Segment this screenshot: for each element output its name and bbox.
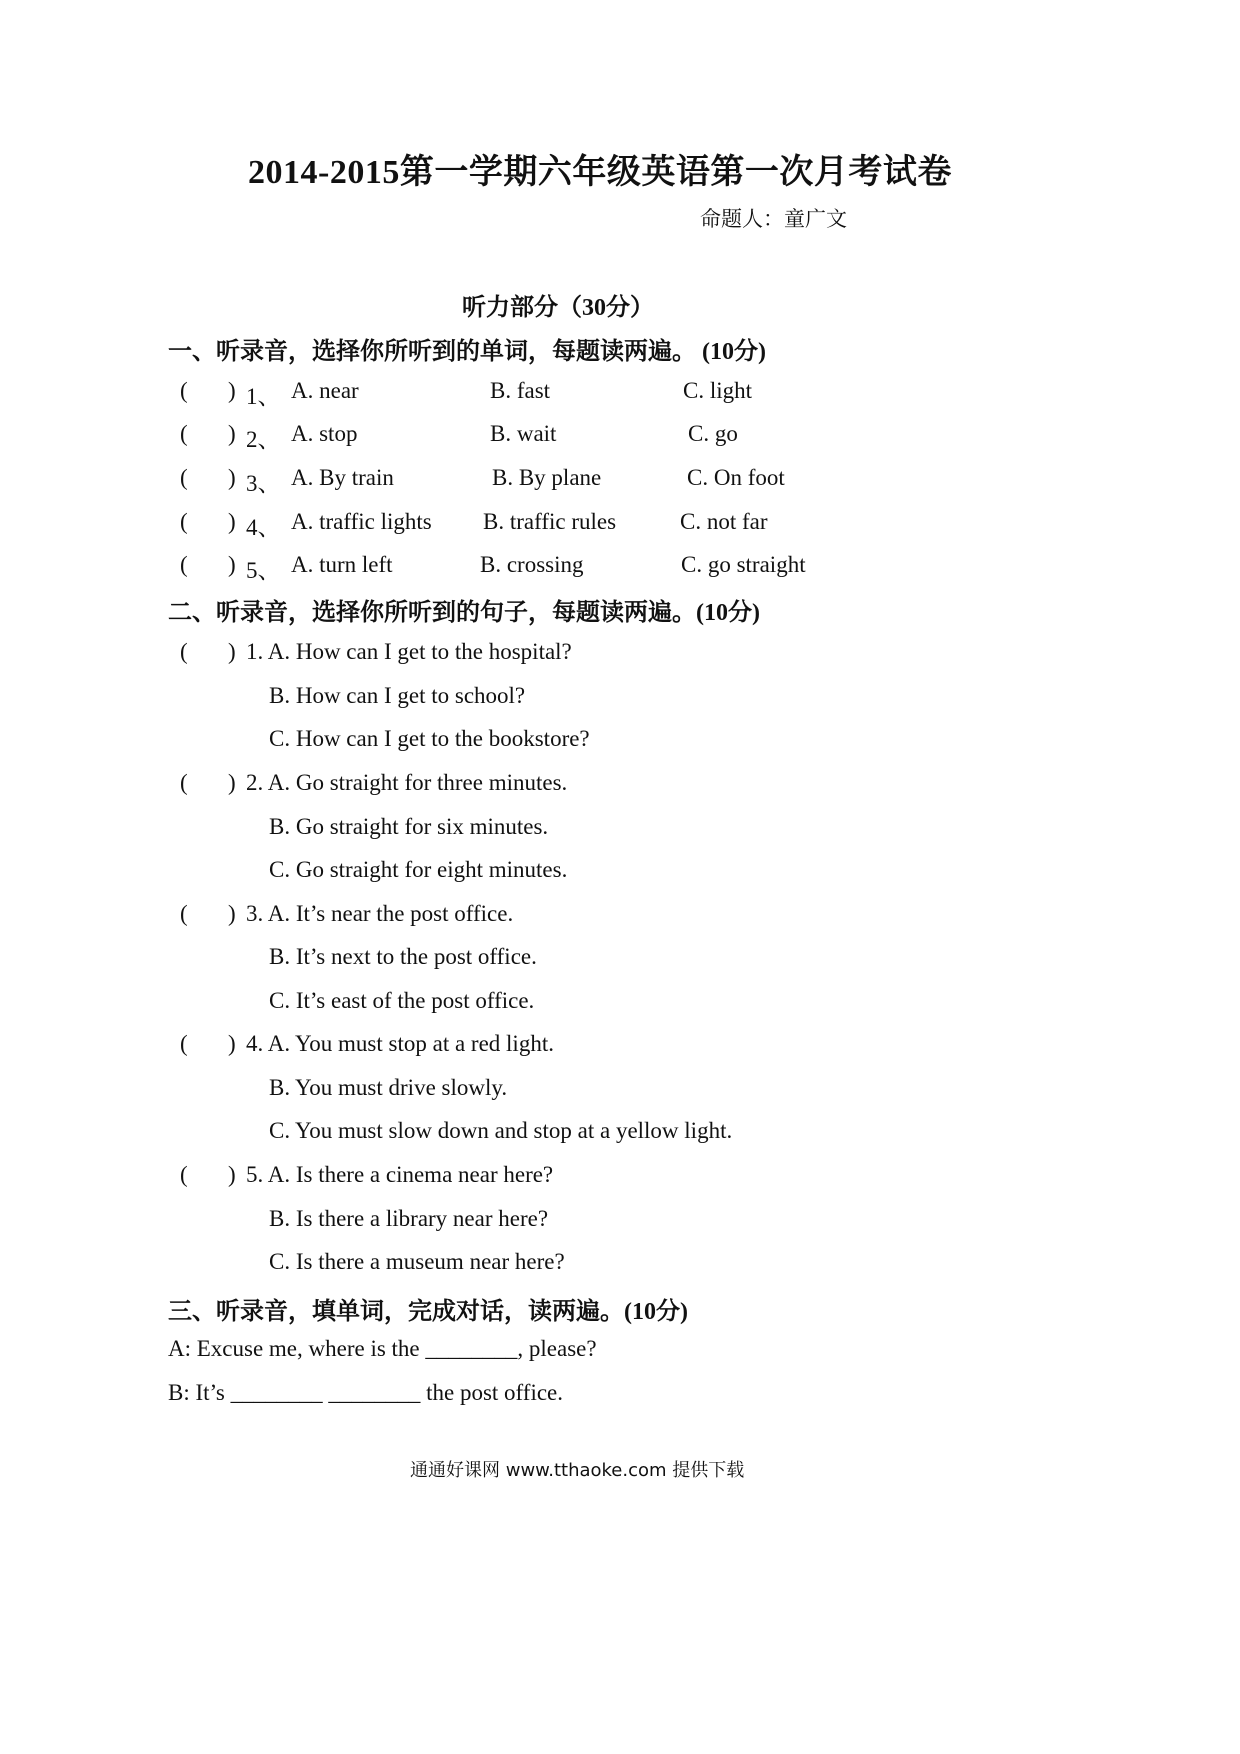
answer-bracket-open: ( — [180, 1162, 188, 1187]
answer-bracket-open: ( — [180, 378, 188, 403]
answer-bracket-close: ) — [228, 901, 236, 926]
dialogue-line-a: A: Excuse me, where is the ________, please? — [168, 1336, 597, 1361]
option-c: C. go straight — [681, 552, 806, 577]
option-a: 1. A. How can I get to the hospital? — [246, 639, 572, 664]
option-a: 2. A. Go straight for three minutes. — [246, 770, 568, 795]
option-c: C. It’s east of the post office. — [269, 988, 535, 1013]
option-b: B. You must drive slowly. — [269, 1075, 508, 1100]
option-c: C. On foot — [687, 465, 785, 490]
option-a: A. near — [291, 378, 359, 403]
option-c: C. Go straight for eight minutes. — [269, 857, 568, 882]
answer-bracket-close: ) — [228, 1031, 236, 1056]
option-b: B. wait — [490, 421, 557, 446]
option-b: B. traffic rules — [483, 509, 617, 534]
answer-bracket-open: ( — [180, 901, 188, 926]
option-a: A. turn left — [291, 552, 393, 577]
exam-title: 2014-2015第一学期六年级英语第一次月考试卷 — [248, 154, 952, 191]
answer-bracket-close: ) — [228, 509, 236, 534]
section2-heading: 二、听录音，选择你所听到的句子，每题读两遍。(10分) — [168, 600, 760, 626]
dialogue-line-b: B: It’s ________ ________ the post office. — [168, 1380, 564, 1405]
answer-bracket-close: ) — [228, 770, 236, 795]
option-a: 5. A. Is there a cinema near here? — [246, 1162, 554, 1187]
question-number: 3、 — [246, 471, 281, 496]
footer-credit: 通通好课网 www.tthaoke.com 提供下载 — [410, 1460, 745, 1481]
option-c: C. light — [683, 378, 753, 403]
question-number: 1、 — [246, 384, 281, 409]
option-a: A. By train — [291, 465, 394, 490]
answer-bracket-open: ( — [180, 1031, 188, 1056]
option-b: B. By plane — [492, 465, 602, 490]
answer-bracket-close: ) — [228, 465, 236, 490]
answer-bracket-open: ( — [180, 465, 188, 490]
answer-bracket-open: ( — [180, 552, 188, 577]
answer-bracket-close: ) — [228, 552, 236, 577]
option-a: 3. A. It’s near the post office. — [246, 901, 514, 926]
answer-bracket-close: ) — [228, 1162, 236, 1187]
option-b: B. crossing — [480, 552, 584, 577]
option-a: A. stop — [291, 421, 358, 446]
section1-heading: 一、听录音，选择你所听到的单词，每题读两遍。 (10分) — [168, 339, 766, 365]
option-b: B. fast — [490, 378, 551, 403]
author-line: 命题人：童广文 — [700, 207, 847, 231]
option-b: B. It’s next to the post office. — [269, 944, 537, 969]
option-b: B. How can I get to school? — [269, 683, 526, 708]
answer-bracket-open: ( — [180, 639, 188, 664]
answer-bracket-close: ) — [228, 639, 236, 664]
question-number: 2、 — [246, 427, 281, 452]
answer-bracket-open: ( — [180, 421, 188, 446]
option-b: B. Is there a library near here? — [269, 1206, 549, 1231]
option-a: A. traffic lights — [291, 509, 432, 534]
answer-bracket-close: ) — [228, 421, 236, 446]
option-c: C. You must slow down and stop at a yellow light. — [269, 1118, 733, 1143]
option-c: C. not far — [680, 509, 768, 534]
listening-section-header: 听力部分（30分） — [462, 295, 654, 321]
option-c: C. go — [688, 421, 738, 446]
answer-bracket-open: ( — [180, 770, 188, 795]
question-number: 5、 — [246, 558, 281, 583]
option-b: B. Go straight for six minutes. — [269, 814, 549, 839]
section3-heading: 三、听录音，填单词，完成对话，读两遍。(10分) — [168, 1299, 688, 1325]
option-c: C. Is there a museum near here? — [269, 1249, 565, 1274]
answer-bracket-open: ( — [180, 509, 188, 534]
question-number: 4、 — [246, 515, 281, 540]
option-a: 4. A. You must stop at a red light. — [246, 1031, 554, 1056]
answer-bracket-close: ) — [228, 378, 236, 403]
option-c: C. How can I get to the bookstore? — [269, 726, 590, 751]
